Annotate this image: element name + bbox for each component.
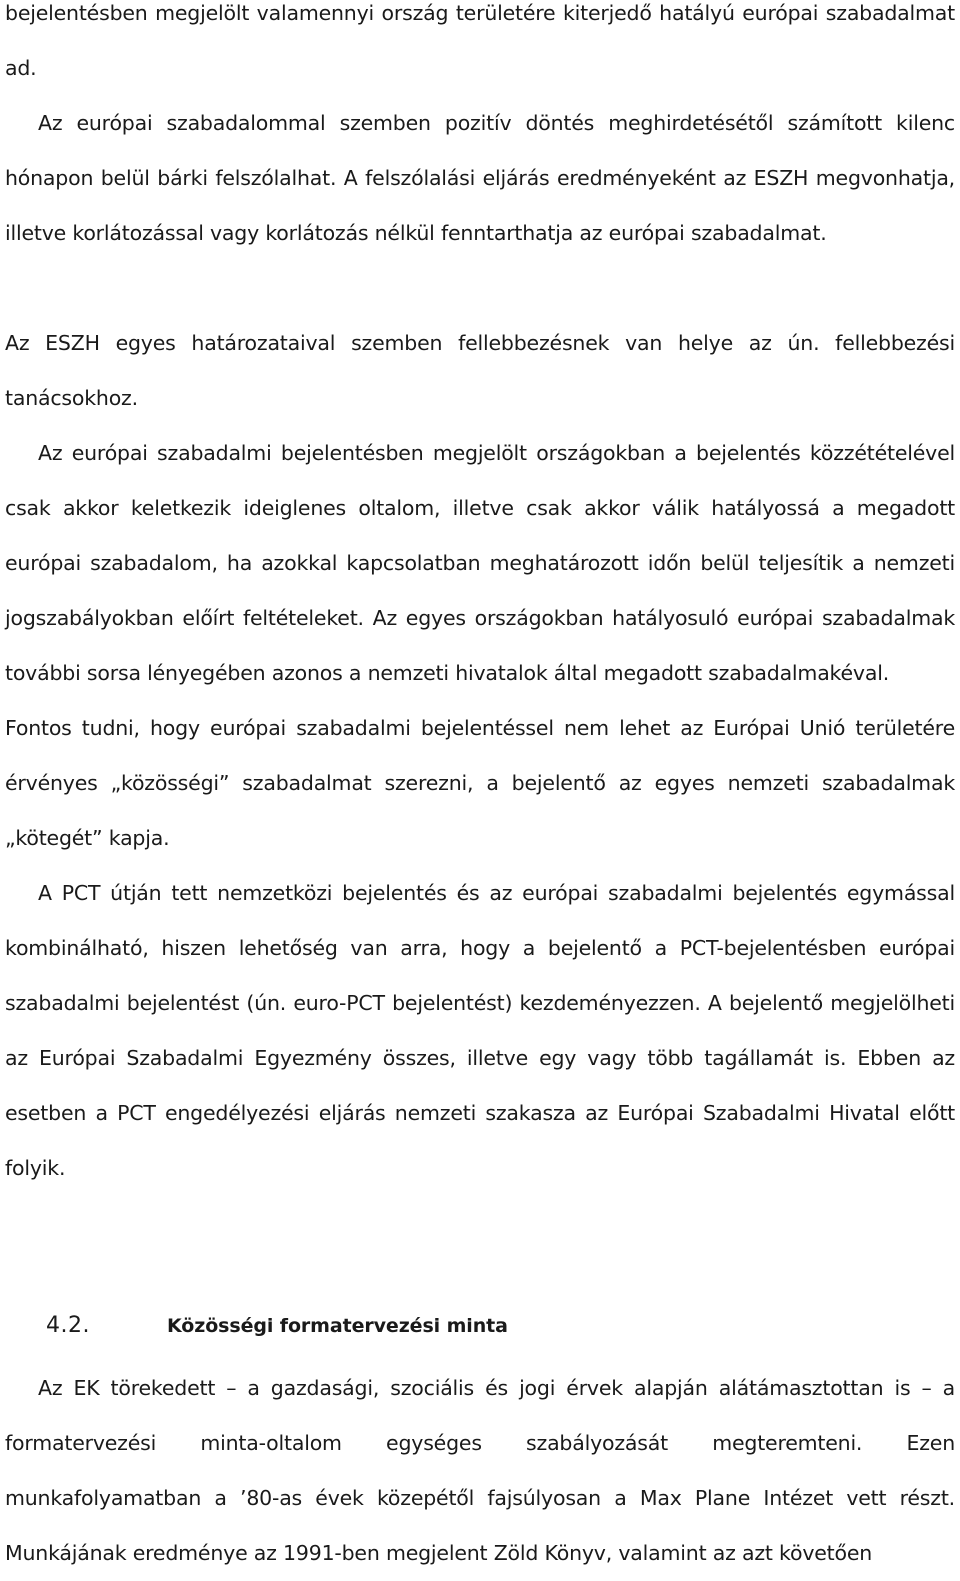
paragraph-appeal: Az ESZH egyes határozataival szemben fellebbezésnek van helye az ún. fellebbezési tanácsokhoz. — [5, 331, 955, 410]
paragraph-pct: A PCT útján tett nemzetközi bejelentés és az európai szabadalmi bejelentés egymással kombinálható, hiszen lehetőség van arra, hogy a bejelentő a PCT-bejelentésben európai szabadalmi bejelentést (ún. euro-PCT bejelentést) kezdeményezzen. A bejelentő megjelölheti az Európai Szabadalmi Egyezmény összes, illetve egy vagy több tagállamát is. Ebben az esetben a PCT engedélyezési eljárás nemzeti szakasza az Európai Szabadalmi Hivatal előtt folyik. — [5, 881, 955, 1180]
paragraph-validation: Az európai szabadalmi bejelentésben megjelölt országokban a bejelentés közzétételével csak akkor keletkezik ideiglenes oltalom, illetve csak akkor válik hatályossá a megadott európai szabadalom, ha azokkal kapcsolatban meghatározott időn belül teljesítik a nemzeti jogszabályokban előírt feltételeket. Az egyes országokban hatályosuló európai szabadalmak további sorsa lényegében azonos a nemzeti hivatalok által megadott szabadalmakéval. — [5, 441, 955, 685]
section-title: Közösségi formatervezési minta — [167, 1315, 508, 1337]
paragraph-design-intro: Az EK törekedett – a gazdasági, szociális és jogi érvek alapján alátámasztottan is – a formatervezési minta-oltalom egységes szabályozását megteremteni. Ezen munkafolyamatban a ’80-as évek közepétől fajsúlyosan a Max Plane Intézet vett részt. Munkájának eredménye az 1991-ben megjelent Zöld Könyv, valamint az azt követően — [5, 1376, 955, 1565]
paragraph-important-note: Fontos tudni, hogy európai szabadalmi bejelentéssel nem lehet az Európai Unió területére érvényes „közösségi” szabadalmat szerezni, a bejelentő az egyes nemzeti szabadalmak „kötegét” kapja. — [5, 716, 955, 850]
paragraph-opposition: Az európai szabadalommal szemben pozitív döntés meghirdetésétől számított kilenc hónapon belül bárki felszólalhat. A felszólalási eljárás eredményeként az ESZH megvonhatja, illetve korlátozással vagy korlátozás nélkül fenntarthatja az európai szabadalmat. — [5, 111, 955, 245]
section-number: 4.2. — [46, 1313, 90, 1338]
section-heading — [46, 1313, 508, 1338]
paragraph-continuation: bejelentésben megjelölt valamennyi ország területére kiterjedő hatályú európai szabadalmat ad. — [5, 1, 955, 80]
